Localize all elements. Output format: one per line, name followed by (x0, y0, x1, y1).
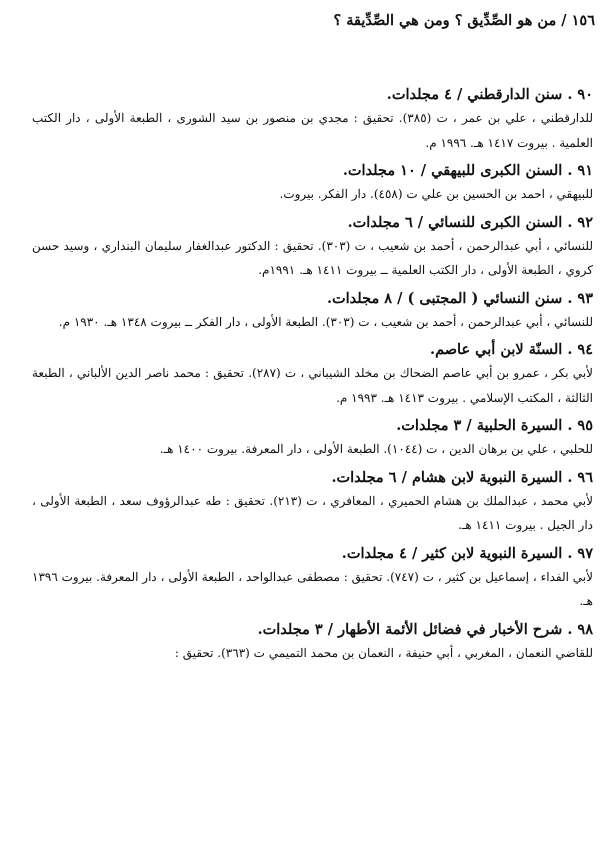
bibliography-list (32, 84, 593, 670)
entry-body: للنسائي ، أبي عبدالرحمن ، أحمد بن شعيب ، ت (٣٠٣). تحقيق : الدكتور عبدالغفار سليمان البنداري ، وسيد حسن كروي ، الطبعة الأولى ، دار الكتب العلمية ــ بيروت ١٤١١ هـ. ١٩٩١م. (32, 238, 593, 277)
bibliography-entry-90 (32, 84, 593, 155)
bibliography-entry-91 (32, 160, 593, 207)
entry-body: للقاضي النعمان ، المغربي ، أبي حنيفة ، النعمان بن محمد التميمي ت (٣٦٣). تحقيق : (174, 645, 593, 660)
bibliography-entry-93 (32, 288, 593, 335)
entry-body: لأبي بكر ، عمرو بن أبي عاصم الضحاك بن مخلد الشيباني ، ت (٢٨٧). تحقيق : محمد ناصر الدين الألباني ، الطبعة الثالثة ، المكتب الإسلامي . بيروت ١٤١٣ هـ. ١٩٩٣ م. (32, 366, 593, 405)
entry-body: للدارقطني ، علي بن عمر ، ت (٣٨٥). تحقيق : مجدي بن منصور بن سيد الشورى ، الطبعة الأولى ، دار الكتب العلمية . بيروت ١٤١٧ هـ. ١٩٩٦ م. (32, 111, 593, 150)
bibliography-entry-94 (32, 339, 593, 410)
entry-body: للبيهقي ، احمد بن الحسين بن علي ت (٤٥٨). دار الفكر. بيروت. (279, 187, 593, 201)
entry-title: ٩٦ . السيرة النبوية لابن هشام / ٦ مجلدات. (331, 468, 593, 486)
entry-title: ٩٨ . شرح الأخبار في فضائل الأئمة الأطهار / ٣ مجلدات. (257, 620, 593, 638)
entry-title: ٩٣ . سنن النسائي ( المجتبى ) / ٨ مجلدات. (326, 289, 593, 307)
entry-body: للحلبي ، علي بن برهان الدين ، ت (١٠٤٤). الطبعة الأولى ، دار المعرفة. بيروت ١٤٠٠ هـ. (159, 442, 593, 456)
bibliography-entry-92 (32, 212, 593, 283)
entry-title: ٩٠ . سنن الدارقطني / ٤ مجلدات. (386, 86, 593, 103)
entry-body: لأبي محمد ، عبدالملك بن هشام الحميري ، المعافري ، ت (٢١٣). تحقيق : طه عبدالرؤوف سعد ، الطبعة الأولى ، دار الجيل . بيروت ١٤١١ هـ. (32, 493, 593, 532)
bibliography-entry-97 (32, 543, 593, 614)
entry-title: ٩٧ . السيرة النبوية لابن كثير / ٤ مجلدات. (341, 544, 593, 562)
entry-title: ٩٥ . السيرة الحلبية / ٣ مجلدات. (396, 417, 593, 434)
bibliography-entry-95 (32, 415, 593, 462)
bibliography-entry-98 (32, 619, 593, 666)
bibliography-entry-96 (32, 467, 593, 538)
entry-body: للنسائي ، أبي عبدالرحمن ، أحمد بن شعيب ، ت (٣٠٣). الطبعة الأولى ، دار الفكر ــ بيروت ١٣٤٨ هـ. ١٩٣٠ م. (58, 314, 593, 329)
entry-title: ٩٢ . السنن الكبرى للنسائي / ٦ مجلدات. (347, 213, 593, 231)
entry-title: ٩١ . السنن الكبرى للبيهقي / ١٠ مجلدات. (342, 162, 593, 179)
page-header: ١٥٦ / من هو الصِّدِّيق ؟ ومن هي الصِّدِّيقة ؟ (333, 12, 595, 29)
entry-title: ٩٤ . السنّة لابن أبي عاصم. (430, 341, 593, 358)
entry-body: لأبي الفداء ، إسماعيل بن كثير ، ت (٧٤٧). تحقيق : مصطفى عبدالواحد ، الطبعة الأولى ، دار المعرفة. بيروت ١٣٩٦ هـ. (32, 569, 593, 608)
